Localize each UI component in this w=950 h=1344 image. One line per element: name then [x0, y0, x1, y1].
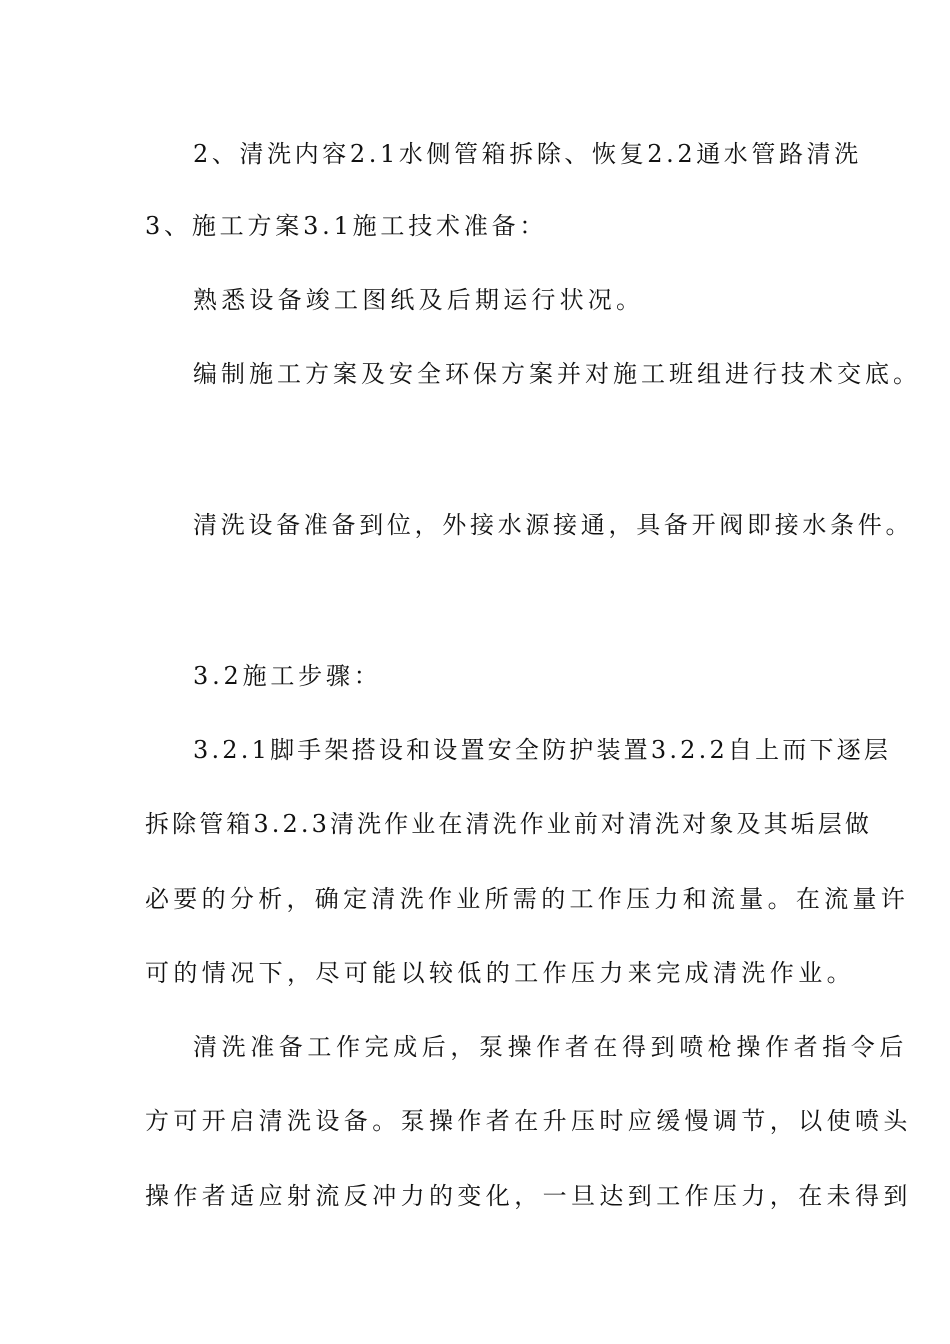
line-prep-1: 熟悉设备竣工图纸及后期运行状况。	[193, 286, 645, 314]
line-section-2: 2、清洗内容2.1水侧管箱拆除、恢复2.2通水管路清洗	[193, 140, 862, 168]
line-para-2: 方可开启清洗设备。泵操作者在升压时应缓慢调节，以使喷头	[145, 1107, 912, 1135]
line-step-4: 可的情况下，尽可能以较低的工作压力来完成清洗作业。	[145, 959, 855, 987]
line-prep-3: 清洗设备准备到位，外接水源接通，具备开阀即接水条件。	[193, 511, 914, 539]
line-step-1: 3.2.1脚手架搭设和设置安全防护装置3.2.2自上而下逐层	[193, 736, 892, 764]
line-para-1: 清洗准备工作完成后，泵操作者在得到喷枪操作者指令后	[193, 1033, 908, 1061]
line-steps-heading: 3.2施工步骤：	[193, 662, 382, 690]
line-step-3: 必要的分析，确定清洗作业所需的工作压力和流量。在流量许	[145, 885, 910, 913]
line-section-3: 3、施工方案3.1施工技术准备：	[145, 212, 548, 240]
line-prep-2: 编制施工方案及安全环保方案并对施工班组进行技术交底。	[193, 360, 921, 388]
line-step-2: 拆除管箱3.2.3清洗作业在清洗作业前对清洗对象及其垢层做	[145, 810, 872, 838]
line-para-3: 操作者适应射流反冲力的变化，一旦达到工作压力，在未得到	[145, 1182, 912, 1210]
